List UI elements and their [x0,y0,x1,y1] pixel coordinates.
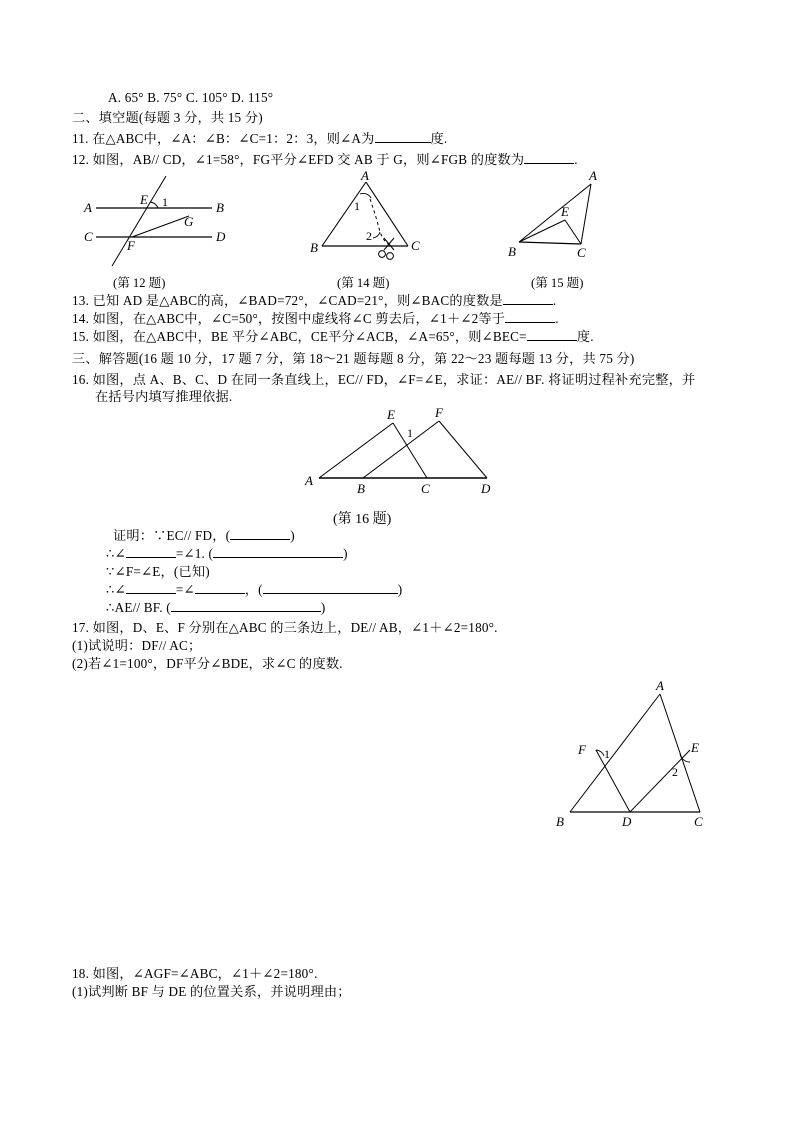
proof-line-1 [113,528,295,544]
figure-12-angle-1: 1 [162,195,168,209]
question-14-blank[interactable] [505,322,555,323]
question-15-text: 如图，在△ABC中，BE 平分∠ABC，CE平分∠ACB，∠A=65°，则∠BEC= [92,329,527,344]
figure-14-label-C: C [411,238,420,253]
proof-line-4 [106,582,402,598]
question-14-text: 如图，在△ABC中，∠C=50°，按图中虚线将∠C 剪去后，∠1＋∠2等于 [92,311,506,326]
figure-15-label-C: C [577,245,586,260]
question-16-line1 [72,372,695,388]
question-13-number: 13. [72,293,90,308]
figure-16-label-F: F [435,405,443,420]
question-16-text: 如图，点 A、B、C、D 在同一条直线上，EC// FD，∠F=∠E，求证：AE// BF. 将证明过程补充完整，并 [92,372,696,387]
proof-line-2-prefix: ∴∠ [106,546,126,561]
figure-17-label-E: E [691,740,699,755]
figure-14-label-A: A [361,168,369,183]
proof-line-4-suffix: ，( [244,582,263,597]
question-11-text: 在△ABC中，∠A：∠B：∠C=1：2：3，则∠A为 [92,131,375,146]
figure-17-label-F: F [578,742,586,757]
question-18-text: 如图，∠AGF=∠ABC，∠1＋∠2=180°. [92,966,318,981]
figure-16 [305,405,505,495]
question-15-number: 15. [72,329,90,344]
figure-14 [310,170,430,270]
figure-12-label-G: G [184,214,194,229]
question-14-tail: . [555,311,559,326]
proof-line-5 [106,600,325,616]
figure-12-label-C: C [84,229,93,244]
proof-line-2-blank-b[interactable] [213,557,343,558]
proof-line-1-prefix: 证明：∵EC// FD，( [113,528,231,543]
figure-15 [505,170,625,270]
figure-16-label-D: D [481,481,491,496]
question-13-tail: . [552,293,557,308]
proof-line-4-prefix: ∴∠ [106,582,126,597]
figure-17-label-B: B [556,814,564,829]
question-14-number: 14. [72,311,90,326]
question-12-tail: . [574,152,578,167]
figure-17-label-A: A [656,678,664,693]
proof-line-5-suffix: ) [320,600,326,615]
question-11-blank[interactable] [375,142,431,143]
proof-line-2-mid: =∠1. ( [175,546,214,561]
question-13 [72,293,556,309]
figure-12-caption: (第 12 题) [113,276,166,290]
figure-17 [552,678,722,829]
figure-16-caption: (第 16 题) [333,512,392,527]
figure-16-label-C: C [421,481,430,496]
proof-line-5-prefix: ∴AE// BF. ( [106,600,171,615]
question-18-line1 [72,966,317,982]
proof-line-4-blank-a[interactable] [126,593,176,594]
figure-15-label-A: A [589,168,597,183]
question-16-line2: 在括号内填写推理依据. [95,389,233,404]
figure-17-angle-1: 1 [604,747,610,761]
question-12-number: 12. [72,152,90,167]
figure-14-caption: (第 14 题) [337,276,390,290]
proof-line-1-suffix: ) [290,528,295,543]
figure-16-angle-1: 1 [407,426,413,440]
figure-12-label-F: F [127,238,135,253]
question-12 [72,152,578,168]
question-16-number: 16. [72,372,90,387]
proof-line-4-end: ) [397,582,403,597]
question-17-number: 17. [72,620,90,635]
question-11 [72,131,447,147]
proof-line-2-suffix: ) [343,546,348,561]
question-15-tail: 度. [576,329,594,344]
figure-15-label-B: B [508,244,516,259]
question-18-line2: (1)试判断 BF 与 DE 的位置关系，并说明理由； [72,984,351,999]
figure-16-label-A: A [305,473,313,488]
question-17-line3: (2)若∠1=100°，DF平分∠BDE，求∠C 的度数. [72,656,343,671]
question-11-tail: 度. [430,131,448,146]
figure-16-label-B: B [357,481,365,496]
question-17-line2: (1)试说明：DF// AC； [72,638,202,653]
section-three-heading: 三、解答题(16 题 10 分，17 题 7 分，第 18～21 题每题 8 分，第 22～23 题每题 13 分，共 75 分) [72,351,635,366]
figure-12 [84,176,314,272]
figure-12-label-A: A [84,200,92,215]
figure-16-label-E: E [387,407,395,422]
figure-17-label-D: D [622,814,632,829]
figure-14-angle-2: 2 [366,229,372,243]
proof-line-4-blank-c[interactable] [263,593,398,594]
figure-15-label-E: E [561,204,569,219]
question-18-number: 18. [72,966,90,981]
proof-line-1-blank[interactable] [230,539,290,540]
section-two-heading: 二、填空题(每题 3 分，共 15 分) [72,110,263,125]
proof-line-2-blank-a[interactable] [126,557,176,558]
figure-14-label-B: B [310,240,318,255]
proof-line-2 [106,546,348,562]
choices-line: A. 65° B. 75° C. 105° D. 115° [108,90,274,105]
figure-12-label-B: B [216,200,224,215]
figure-17-angle-2: 2 [672,765,678,779]
proof-line-4-blank-b[interactable] [195,593,245,594]
figure-17-label-C: C [694,814,703,829]
proof-line-4-mid: =∠ [175,582,195,597]
proof-line-5-blank[interactable] [171,611,321,612]
question-13-blank[interactable] [503,304,553,305]
question-17-text: 如图，D、E、F 分别在△ABC 的三条边上，DE// AB，∠1＋∠2=180°. [92,620,498,635]
question-15-blank[interactable] [527,340,577,341]
figure-12-label-E: E [140,192,148,207]
question-17-line1 [72,620,498,636]
figure-12-label-D: D [216,229,226,244]
question-14 [72,311,559,327]
figure-15-caption: (第 15 题) [531,276,584,290]
figure-14-angle-1: 1 [354,199,360,213]
proof-line-3: ∵∠F=∠E，(已知) [106,564,210,579]
question-12-text: 如图，AB// CD，∠1=58°，FG平分∠EFD 交 AB 于 G，则∠FGB 的度数为 [92,152,525,167]
question-15 [72,329,594,345]
question-11-number: 11. [72,131,89,146]
question-13-text: 已知 AD 是△ABC的高，∠BAD=72°，∠CAD=21°，则∠BAC的度数是 [92,293,503,308]
question-12-blank[interactable] [524,163,574,164]
